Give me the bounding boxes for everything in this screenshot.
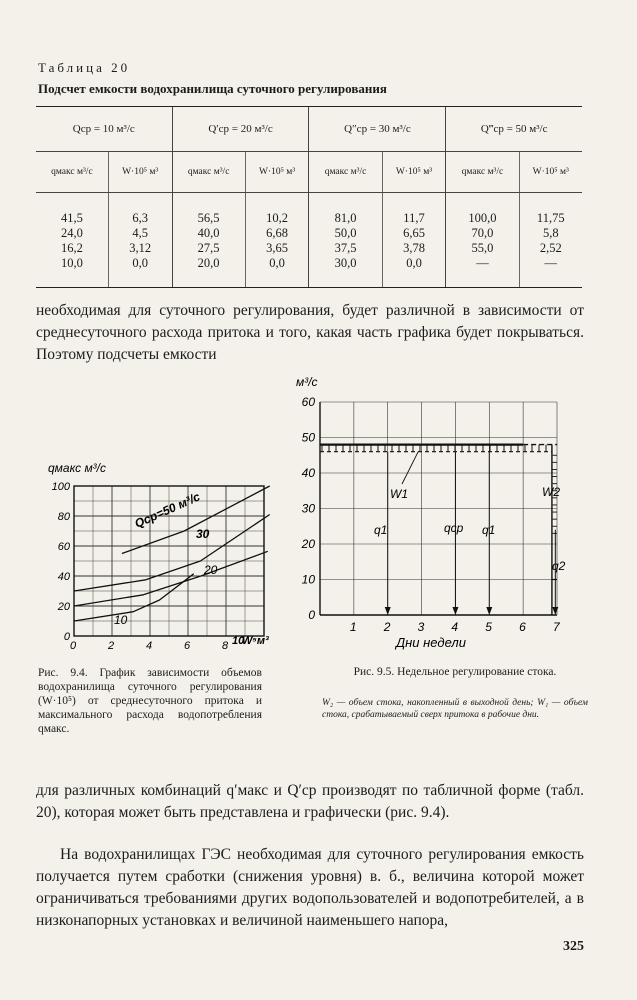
cell: 41,5	[60, 211, 83, 225]
table-group-header-row	[36, 107, 582, 152]
column-header: qмакс м³/с	[446, 152, 519, 193]
cell: 100,0	[446, 193, 519, 227]
series-line	[74, 515, 270, 592]
cell: 56,5	[172, 193, 245, 227]
data-table	[36, 106, 582, 288]
y-tick-label: 60	[301, 395, 315, 409]
arrow-head	[385, 607, 391, 615]
cell: 11,75	[519, 193, 582, 227]
cell: 4,5	[108, 226, 172, 241]
column-header: qмакс м³/с	[172, 152, 245, 193]
cell: 10,0	[36, 256, 108, 288]
cell: 16,2	[60, 241, 83, 255]
x-tick-label: 5	[485, 620, 492, 634]
series-label-10: 10	[114, 613, 128, 627]
y-tick-label: 20	[301, 537, 315, 551]
body-paragraph-text: На водохранилищах ГЭС необходимая для суточного регулирования емкость получается путем сработки (снижения уровня) в. б., величина которой может ограничиваться требованиями других водопользователей и водопотребителей, а в низконапорных установках и величиной наименьшего напора,	[36, 846, 584, 929]
chart-ticks	[301, 395, 561, 634]
series-line	[74, 551, 268, 606]
y-tick-label: 60	[57, 541, 70, 553]
body-paragraph	[36, 844, 584, 932]
body-paragraph: необходимая для суточного регулирования, будет различной в зависимости от среднесуточного расхода притока и того, какая часть графика будет покрываться. Поэтому подсчеты емкости	[36, 302, 584, 363]
figure-caption-9-4: Рис. 9.4. График зависимости объемов водохранилища суточного регулирования (W·10⁵) от среднесуточного притока и максимального расхода водопотребления qмакс.	[38, 667, 262, 735]
cell: 2,52	[519, 241, 582, 256]
chart-ticks	[52, 481, 229, 652]
cell: 0,0	[245, 256, 309, 288]
y-tick-label: 40	[57, 571, 70, 583]
y-axis-label: qмакс м³/с	[48, 461, 106, 475]
y-tick-label: 80	[57, 511, 70, 523]
x-tick-label: 4	[451, 620, 459, 634]
x-tick-label: 2	[108, 640, 115, 652]
cell: —	[519, 256, 582, 288]
x-axis-label: W⁵м³	[242, 635, 269, 647]
y-tick-label: 0	[308, 608, 315, 622]
cell: 6,68	[245, 226, 309, 241]
column-header: W·10⁵ м³	[382, 152, 446, 193]
x-tick-label: 4	[146, 640, 153, 652]
y-tick-label: 50	[301, 430, 315, 445]
group-header: Q″ср = 30 м³/с	[309, 107, 446, 152]
table-row	[36, 193, 582, 227]
table-row	[36, 241, 582, 256]
x-tick-label-10: 10	[232, 635, 245, 647]
arrow-head	[452, 607, 458, 615]
x-tick-label: 6	[184, 640, 191, 652]
chart-fig-9-5	[290, 372, 590, 662]
x-tick-label: 7	[553, 620, 560, 634]
y-tick-label: 10	[301, 572, 315, 587]
x-axis-label: Дни недели	[396, 635, 466, 650]
x-tick-label: 8	[222, 640, 229, 652]
body-paragraph: для различных комбинаций q′макс и Q′ср производят по табличной форме (табл. 20), которая может быть представлена и графически (рис. 9.4).	[36, 782, 584, 821]
cell: 10,2	[245, 193, 309, 227]
figure-caption-9-5: Рис. 9.5. Недельное регулирование стока.	[353, 666, 557, 678]
x-tick-label: 6	[519, 620, 526, 634]
cell: 55,0	[446, 241, 519, 256]
cell: 3,65	[245, 241, 309, 256]
chart-grid	[320, 402, 557, 615]
y-tick-label: 40	[301, 466, 315, 480]
annotation-q1-left: q1	[374, 523, 388, 537]
column-header: qмакс м³/с	[309, 152, 382, 193]
chart-fig-9-4	[38, 448, 274, 658]
cell: 30,0	[309, 256, 382, 288]
x-tick-label: 2	[383, 620, 391, 634]
cell: 27,5	[172, 241, 245, 256]
y-tick-label: 30	[301, 501, 315, 516]
cell: 20,0	[172, 256, 245, 288]
column-header: qмакс м³/с	[36, 152, 108, 193]
x-tick-label: 0	[70, 640, 77, 652]
series-line	[74, 574, 194, 621]
table-label: Таблица 20	[38, 60, 131, 75]
column-header: W·10⁵ м³	[519, 152, 582, 193]
cell: —	[446, 256, 519, 288]
table-column-header-row	[36, 152, 582, 193]
w1-pointer	[402, 452, 418, 484]
cell: 81,0	[309, 193, 382, 227]
arrow-head	[552, 607, 558, 615]
cell: 6,65	[382, 226, 446, 241]
series-label-30: 30	[196, 527, 210, 541]
column-header: W·10⁵ м³	[245, 152, 309, 193]
series-label-50: Qср=50 м³/с	[132, 489, 203, 531]
y-tick-label: 20	[57, 601, 70, 613]
table-title: Подсчет емкости водохранилища суточного регулирования	[38, 81, 387, 96]
series-label-20: 20	[204, 563, 218, 577]
group-header: Qср = 10 м³/с	[36, 107, 172, 152]
y-tick-label: 100	[51, 481, 70, 493]
annotation-qcp: qср	[444, 521, 464, 535]
y-axis-label: м³/с	[296, 375, 318, 389]
cell: 70,0	[446, 226, 519, 241]
x-tick-label: 1	[349, 620, 357, 634]
table-row	[36, 226, 582, 241]
cell: 11,7	[382, 193, 446, 227]
group-header: Q′ср = 20 м³/с	[172, 107, 309, 152]
cell: 50,0	[309, 226, 382, 241]
annotation-q1-right: q1	[482, 523, 496, 537]
cell: 5,8	[519, 226, 582, 241]
page-number: 325	[563, 939, 584, 954]
cell: 3,78	[382, 241, 446, 256]
arrow-head	[486, 607, 492, 615]
cell: 0,0	[108, 256, 172, 288]
cell: 40,0	[172, 226, 245, 241]
x-tick-label: 3	[417, 620, 425, 634]
figure-note-9-5: W₂ — объем стока, накопленный в выходной день; W₁ — объем стока, срабатываемый сверх притока в рабочие дни.	[322, 698, 588, 720]
y-tick-label: 0	[63, 631, 70, 643]
table-row	[36, 256, 582, 288]
cell: 37,5	[309, 241, 382, 256]
annotation-q2: q2	[552, 559, 566, 573]
cell: 24,0	[60, 226, 83, 240]
cell: 0,0	[382, 256, 446, 288]
chart-marks	[320, 445, 558, 615]
annotation-w1: W1	[390, 487, 408, 501]
cell: 6,3	[108, 193, 172, 227]
annotation-w2: W2	[542, 485, 560, 499]
cell: 3,12	[108, 241, 172, 256]
group-header: Q‴ср = 50 м³/с	[446, 107, 582, 152]
column-header: W·10⁵ м³	[108, 152, 172, 193]
